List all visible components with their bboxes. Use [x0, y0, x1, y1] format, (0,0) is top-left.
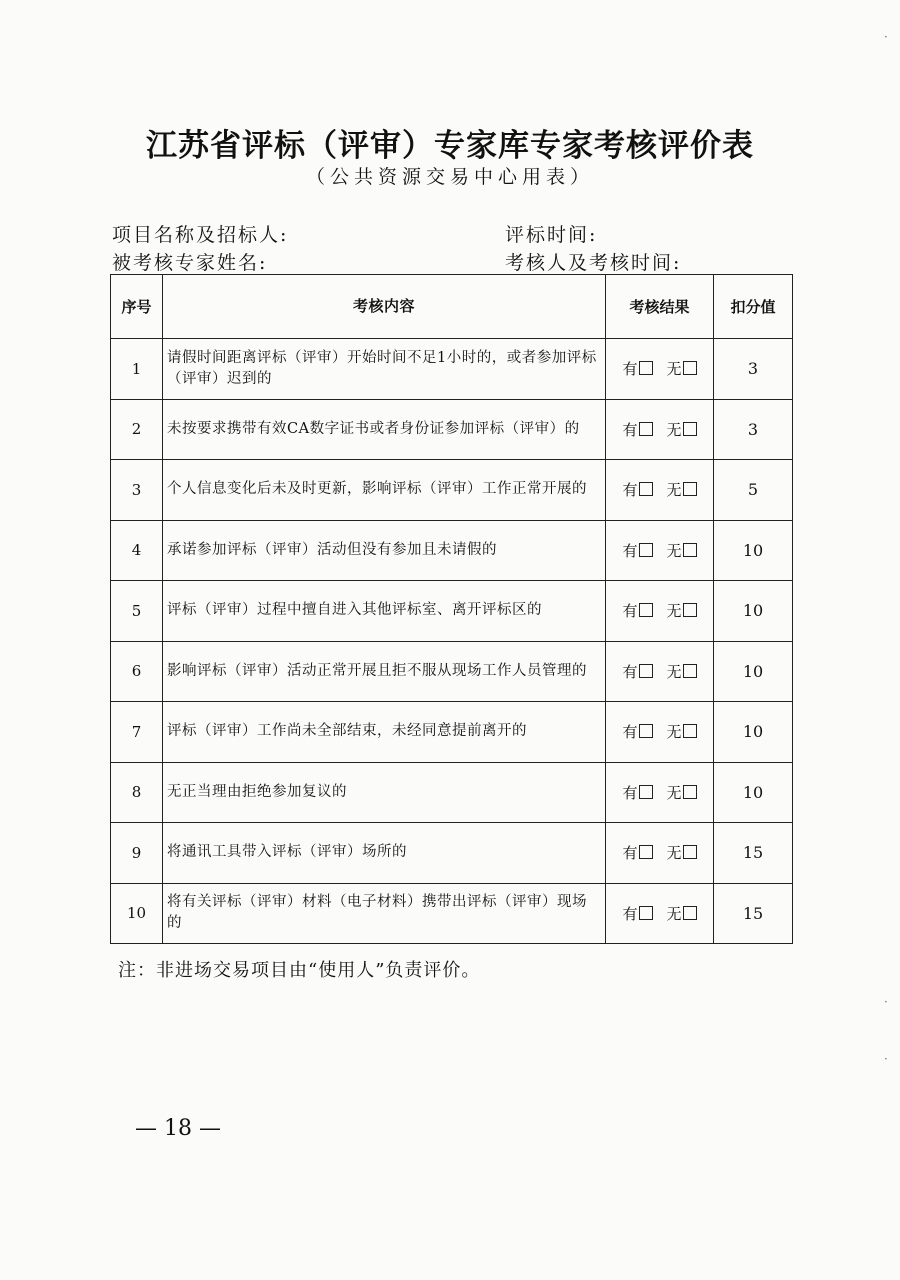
scan-mark: ·: [884, 1052, 888, 1066]
checkbox-yes[interactable]: [639, 845, 653, 859]
checkbox-yes[interactable]: [639, 361, 653, 375]
table-row: [111, 581, 793, 642]
option-yes-label: 有: [622, 602, 638, 621]
row-content: 将有关评标（评审）材料（电子材料）携带出评标（评审）现场的: [163, 883, 606, 944]
row-number: 9: [111, 823, 163, 884]
checkbox-yes[interactable]: [639, 543, 653, 557]
document-subtitle: （公共资源交易中心用表）: [305, 166, 594, 188]
table-row: [111, 641, 793, 702]
checkbox-yes[interactable]: [639, 422, 653, 436]
option-no: [667, 358, 697, 379]
option-yes-label: 有: [622, 420, 638, 439]
table-row: [111, 339, 793, 400]
option-no-label: 无: [666, 481, 682, 500]
option-yes: [622, 540, 652, 561]
bid-time-label: 评标时间:: [505, 224, 598, 246]
option-yes: [622, 721, 652, 742]
row-content: 未按要求携带有效CA数字证书或者身份证参加评标（评审）的: [163, 399, 606, 460]
table-row: [111, 883, 793, 944]
row-result: [606, 883, 714, 944]
row-content: 承诺参加评标（评审）活动但没有参加且未请假的: [163, 520, 606, 581]
row-score: 10: [714, 702, 793, 763]
row-number: 6: [111, 641, 163, 702]
option-no-label: 无: [666, 602, 682, 621]
option-no: [667, 903, 697, 924]
option-no-label: 无: [666, 360, 682, 379]
row-score: 15: [714, 823, 793, 884]
option-no-label: 无: [666, 844, 682, 863]
checkbox-yes[interactable]: [639, 785, 653, 799]
page-number: — 18 —: [135, 1116, 221, 1141]
checkbox-no[interactable]: [683, 543, 697, 557]
row-result: [606, 339, 714, 400]
row-number: 2: [111, 399, 163, 460]
table-row: [111, 702, 793, 763]
checkbox-no[interactable]: [683, 422, 697, 436]
header-content: 考核内容: [163, 275, 606, 339]
option-yes: [622, 479, 652, 500]
table-row: [111, 520, 793, 581]
row-number: 10: [111, 883, 163, 944]
row-number: 7: [111, 702, 163, 763]
header-result: 考核结果: [606, 275, 714, 339]
option-yes: [622, 600, 652, 621]
checkbox-no[interactable]: [683, 906, 697, 920]
scan-mark: ·: [884, 30, 888, 44]
option-yes-label: 有: [622, 360, 638, 379]
row-content: 评标（评审）工作尚未全部结束，未经同意提前离开的: [163, 702, 606, 763]
option-yes-label: 有: [622, 904, 638, 923]
row-content: 请假时间距离评标（评审）开始时间不足1小时的，或者参加评标（评审）迟到的: [163, 339, 606, 400]
checkbox-no[interactable]: [683, 785, 697, 799]
footnote: 注：非进场交易项目由“使用人”负责评价。: [118, 960, 481, 981]
table-row: [111, 823, 793, 884]
row-content: 将通讯工具带入评标（评审）场所的: [163, 823, 606, 884]
checkbox-yes[interactable]: [639, 603, 653, 617]
row-result: [606, 520, 714, 581]
table-row: [111, 399, 793, 460]
checkbox-yes[interactable]: [639, 664, 653, 678]
row-score: 5: [714, 460, 793, 521]
row-score: 10: [714, 581, 793, 642]
option-no: [667, 782, 697, 803]
checkbox-yes[interactable]: [639, 724, 653, 738]
option-yes-label: 有: [622, 723, 638, 742]
option-yes: [622, 782, 652, 803]
assessor-label: 考核人及考核时间:: [505, 252, 682, 274]
option-yes-label: 有: [622, 844, 638, 863]
row-score: 15: [714, 883, 793, 944]
row-score: 10: [714, 641, 793, 702]
row-number: 5: [111, 581, 163, 642]
row-content: 影响评标（评审）活动正常开展且拒不服从现场工作人员管理的: [163, 641, 606, 702]
option-no: [667, 661, 697, 682]
checkbox-no[interactable]: [683, 603, 697, 617]
row-score: 10: [714, 762, 793, 823]
scan-mark: ·: [884, 995, 888, 1009]
row-number: 4: [111, 520, 163, 581]
option-no: [667, 540, 697, 561]
option-no-label: 无: [666, 420, 682, 439]
row-number: 1: [111, 339, 163, 400]
assessment-table: [110, 274, 793, 944]
row-score: 3: [714, 339, 793, 400]
table-row: [111, 460, 793, 521]
option-yes: [622, 903, 652, 924]
header-score: 扣分值: [714, 275, 793, 339]
option-yes-label: 有: [622, 662, 638, 681]
option-yes: [622, 358, 652, 379]
checkbox-no[interactable]: [683, 482, 697, 496]
option-yes: [622, 661, 652, 682]
row-result: [606, 581, 714, 642]
option-no-label: 无: [666, 723, 682, 742]
row-result: [606, 762, 714, 823]
checkbox-no[interactable]: [683, 361, 697, 375]
row-number: 3: [111, 460, 163, 521]
expert-label: 被考核专家姓名:: [112, 252, 268, 274]
row-content: 评标（评审）过程中擅自进入其他评标室、离开评标区的: [163, 581, 606, 642]
row-result: [606, 399, 714, 460]
option-no: [667, 600, 697, 621]
option-no: [667, 842, 697, 863]
checkbox-yes[interactable]: [639, 906, 653, 920]
checkbox-no[interactable]: [683, 664, 697, 678]
option-no-label: 无: [666, 541, 682, 560]
option-yes: [622, 419, 652, 440]
table-row: [111, 762, 793, 823]
option-no: [667, 419, 697, 440]
row-result: [606, 823, 714, 884]
option-no: [667, 721, 697, 742]
option-yes: [622, 842, 652, 863]
row-content: 个人信息变化后未及时更新，影响评标（评审）工作正常开展的: [163, 460, 606, 521]
table-header-row: [111, 275, 793, 339]
checkbox-yes[interactable]: [639, 482, 653, 496]
option-no-label: 无: [666, 662, 682, 681]
row-content: 无正当理由拒绝参加复议的: [163, 762, 606, 823]
option-no-label: 无: [666, 783, 682, 802]
row-result: [606, 641, 714, 702]
row-number: 8: [111, 762, 163, 823]
row-score: 3: [714, 399, 793, 460]
checkbox-no[interactable]: [683, 845, 697, 859]
option-no: [667, 479, 697, 500]
option-no-label: 无: [666, 904, 682, 923]
row-score: 10: [714, 520, 793, 581]
option-yes-label: 有: [622, 541, 638, 560]
project-label: 项目名称及招标人:: [112, 224, 289, 246]
row-result: [606, 702, 714, 763]
option-yes-label: 有: [622, 481, 638, 500]
option-yes-label: 有: [622, 783, 638, 802]
header-no: 序号: [111, 275, 163, 339]
row-result: [606, 460, 714, 521]
checkbox-no[interactable]: [683, 724, 697, 738]
document-title: 江苏省评标（评审）专家库专家考核评价表: [146, 128, 754, 164]
